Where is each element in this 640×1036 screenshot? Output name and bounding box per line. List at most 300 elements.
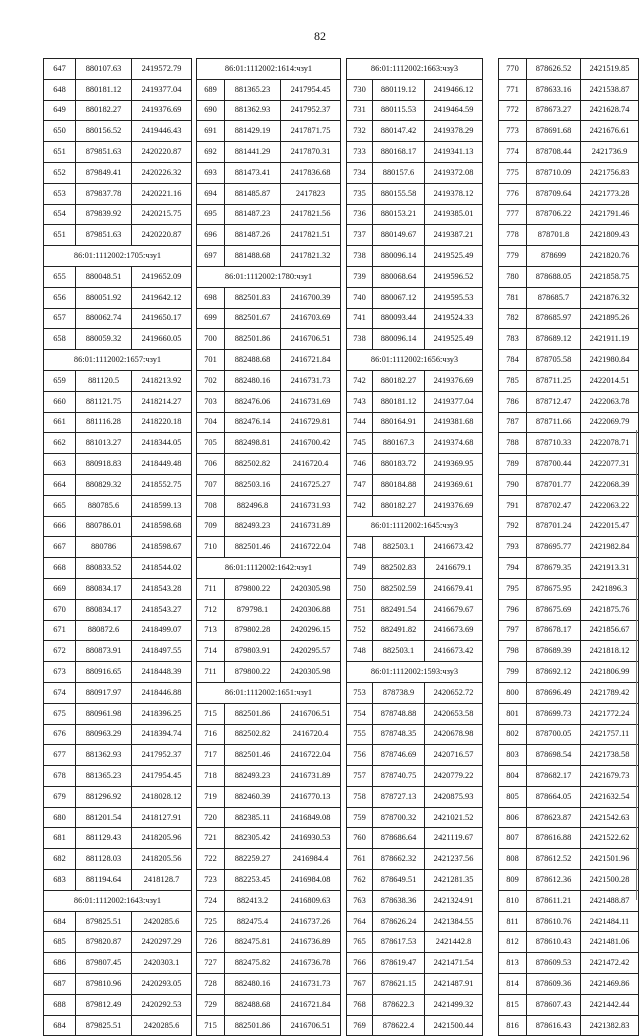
- y-coordinate: 2421911.19: [581, 329, 639, 350]
- x-coordinate: 882501.86: [225, 329, 281, 350]
- y-coordinate: 2421382.83: [581, 1015, 639, 1036]
- point-number: 755: [347, 724, 373, 745]
- x-coordinate: 878692.12: [527, 662, 581, 683]
- point-number: 723: [197, 870, 225, 891]
- x-coordinate: 882475.82: [225, 953, 281, 974]
- point-number: 649: [44, 100, 76, 121]
- table-row: [347, 495, 483, 516]
- point-number: 695: [197, 204, 225, 225]
- x-coordinate: 878748.35: [373, 724, 425, 745]
- table-row: [44, 183, 192, 204]
- point-number: 798: [499, 641, 527, 662]
- x-coordinate: 880181.12: [76, 79, 132, 100]
- x-coordinate: 881120.5: [76, 370, 132, 391]
- x-coordinate: 879803.91: [225, 641, 281, 662]
- y-coordinate: 2420303.1: [132, 953, 192, 974]
- point-number: 785: [499, 370, 527, 391]
- table-row: [197, 391, 341, 412]
- table-row: [44, 599, 192, 620]
- x-coordinate: 881201.54: [76, 807, 132, 828]
- table-row: [197, 870, 341, 891]
- y-coordinate: 2421818.12: [581, 641, 639, 662]
- point-number: 734: [347, 162, 373, 183]
- y-coordinate: 2416930.53: [281, 828, 341, 849]
- y-coordinate: 2421809.43: [581, 225, 639, 246]
- x-coordinate: 882475.81: [225, 932, 281, 953]
- point-number: 684: [44, 911, 76, 932]
- y-coordinate: 2421472.42: [581, 953, 639, 974]
- table-row: [197, 433, 341, 454]
- x-coordinate: 880096.14: [373, 329, 425, 350]
- point-number: 802: [499, 724, 527, 745]
- table-row: [197, 828, 341, 849]
- x-coordinate: 879825.51: [76, 911, 132, 932]
- y-coordinate: 2421471.54: [425, 953, 483, 974]
- y-coordinate: 2421896.3: [581, 578, 639, 599]
- parcel-number: 86:01:1112002:1780:чзу1: [197, 266, 341, 287]
- x-coordinate: 878710.09: [527, 162, 581, 183]
- table-row: [44, 287, 192, 308]
- x-coordinate: 882491.82: [373, 620, 425, 641]
- point-number: 784: [499, 350, 527, 371]
- parcel-header-row: [347, 516, 483, 537]
- point-number: 757: [347, 766, 373, 787]
- x-coordinate: 882305.42: [225, 828, 281, 849]
- point-number: 682: [44, 849, 76, 870]
- x-coordinate: 878689.39: [527, 641, 581, 662]
- x-coordinate: 878626.24: [373, 911, 425, 932]
- x-coordinate: 880785.6: [76, 495, 132, 516]
- x-coordinate: 880829.32: [76, 474, 132, 495]
- point-number: 670: [44, 599, 76, 620]
- x-coordinate: 881129.43: [76, 828, 132, 849]
- table-row: [347, 578, 483, 599]
- point-number: 750: [347, 578, 373, 599]
- table-row: [499, 391, 639, 412]
- y-coordinate: 2418448.39: [132, 662, 192, 683]
- table-row: [44, 682, 192, 703]
- parcel-number: 86:01:1112002:1643:чзу1: [44, 890, 192, 911]
- point-number: 704: [197, 412, 225, 433]
- point-number: 808: [499, 849, 527, 870]
- x-coordinate: 882501.83: [225, 287, 281, 308]
- x-coordinate: 879800.22: [225, 578, 281, 599]
- table-row: [499, 350, 639, 371]
- table-row: [44, 100, 192, 121]
- point-number: 719: [197, 786, 225, 807]
- y-coordinate: 2416731.89: [281, 766, 341, 787]
- x-coordinate: 880918.83: [76, 454, 132, 475]
- y-coordinate: 2416731.73: [281, 370, 341, 391]
- point-number: 691: [197, 121, 225, 142]
- table-row: [499, 953, 639, 974]
- point-number: 664: [44, 474, 76, 495]
- x-coordinate: 880068.64: [373, 266, 425, 287]
- point-number: 781: [499, 287, 527, 308]
- y-coordinate: 2421876.32: [581, 287, 639, 308]
- y-coordinate: 2421522.62: [581, 828, 639, 849]
- x-coordinate: 878738.9: [373, 682, 425, 703]
- point-number: 806: [499, 807, 527, 828]
- coordinates-table-3: [346, 58, 483, 1036]
- x-coordinate: 880916.65: [76, 662, 132, 683]
- table-row: [44, 204, 192, 225]
- x-coordinate: 882413.2: [225, 890, 281, 911]
- y-coordinate: 2421895.26: [581, 308, 639, 329]
- y-coordinate: 2421676.61: [581, 121, 639, 142]
- y-coordinate: 2421756.83: [581, 162, 639, 183]
- x-coordinate: 880961.98: [76, 703, 132, 724]
- y-coordinate: 2417952.37: [281, 100, 341, 121]
- table-row: [347, 162, 483, 183]
- point-number: 797: [499, 620, 527, 641]
- point-number: 651: [44, 142, 76, 163]
- point-number: 684: [44, 1015, 76, 1036]
- point-number: 733: [347, 142, 373, 163]
- y-coordinate: 2418127.91: [132, 807, 192, 828]
- point-number: 749: [347, 558, 373, 579]
- point-number: 765: [347, 932, 373, 953]
- y-coordinate: 2416729.81: [281, 412, 341, 433]
- y-coordinate: 2421738.58: [581, 745, 639, 766]
- x-coordinate: 879798.1: [225, 599, 281, 620]
- table-row: [347, 412, 483, 433]
- table-row: [44, 142, 192, 163]
- y-coordinate: 2421281.35: [425, 870, 483, 891]
- point-number: 735: [347, 183, 373, 204]
- x-coordinate: 878609.53: [527, 953, 581, 974]
- y-coordinate: 2416770.13: [281, 786, 341, 807]
- x-coordinate: 881473.41: [225, 162, 281, 183]
- point-number: 774: [499, 142, 527, 163]
- table-row: [499, 287, 639, 308]
- y-coordinate: 2416673.69: [425, 620, 483, 641]
- y-coordinate: 2416984.08: [281, 870, 341, 891]
- x-coordinate: 878616.88: [527, 828, 581, 849]
- x-coordinate: 878711.25: [527, 370, 581, 391]
- point-number: 745: [347, 433, 373, 454]
- x-coordinate: 882460.39: [225, 786, 281, 807]
- x-coordinate: 882501.86: [225, 1015, 281, 1036]
- x-coordinate: 881128.03: [76, 849, 132, 870]
- point-number: 686: [44, 953, 76, 974]
- point-number: 701: [197, 350, 225, 371]
- y-coordinate: 2417871.75: [281, 121, 341, 142]
- y-coordinate: 2416679.1: [425, 558, 483, 579]
- x-coordinate: 882502.82: [225, 724, 281, 745]
- y-coordinate: 2418205.56: [132, 849, 192, 870]
- table-row: [197, 225, 341, 246]
- table-row: [44, 786, 192, 807]
- table-row: [197, 454, 341, 475]
- point-number: 685: [44, 932, 76, 953]
- table-row: [347, 454, 483, 475]
- table-row: [347, 786, 483, 807]
- table-row: [499, 994, 639, 1015]
- x-coordinate: 881013.27: [76, 433, 132, 454]
- x-coordinate: 880182.27: [373, 370, 425, 391]
- point-number: 779: [499, 246, 527, 267]
- point-number: 699: [197, 308, 225, 329]
- y-coordinate: 2418446.88: [132, 682, 192, 703]
- x-coordinate: 878711.66: [527, 412, 581, 433]
- x-coordinate: 878686.64: [373, 828, 425, 849]
- table-row: [197, 953, 341, 974]
- table-row: [347, 246, 483, 267]
- point-number: 687: [44, 974, 76, 995]
- point-number: 813: [499, 953, 527, 974]
- x-coordinate: 880834.17: [76, 599, 132, 620]
- x-coordinate: 879839.92: [76, 204, 132, 225]
- point-number: 738: [347, 329, 373, 350]
- table-row: [347, 329, 483, 350]
- y-coordinate: 2419525.49: [425, 329, 483, 350]
- table-row: [347, 558, 483, 579]
- table-row: [499, 225, 639, 246]
- y-coordinate: 2416736.89: [281, 932, 341, 953]
- x-coordinate: 881487.23: [225, 204, 281, 225]
- table-row: [44, 412, 192, 433]
- point-number: 747: [347, 474, 373, 495]
- x-coordinate: 878700.05: [527, 724, 581, 745]
- point-number: 659: [44, 370, 76, 391]
- y-coordinate: 2420875.93: [425, 786, 483, 807]
- y-coordinate: 2420653.58: [425, 703, 483, 724]
- x-coordinate: 882475.4: [225, 911, 281, 932]
- parcel-header-row: [197, 59, 341, 80]
- point-number: 715: [197, 703, 225, 724]
- x-coordinate: 880155.58: [373, 183, 425, 204]
- y-coordinate: 2421542.63: [581, 807, 639, 828]
- y-coordinate: 2421481.06: [581, 932, 639, 953]
- x-coordinate: 880119.12: [373, 79, 425, 100]
- y-coordinate: 2421442.8: [425, 932, 483, 953]
- point-number: 772: [499, 100, 527, 121]
- x-coordinate: 882502.59: [373, 578, 425, 599]
- x-coordinate: 881296.92: [76, 786, 132, 807]
- table-row: [499, 724, 639, 745]
- table-row: [499, 142, 639, 163]
- point-number: 727: [197, 953, 225, 974]
- table-row: [44, 578, 192, 599]
- x-coordinate: 880833.52: [76, 558, 132, 579]
- point-number: 782: [499, 308, 527, 329]
- table-row: [197, 100, 341, 121]
- parcel-header-row: [44, 350, 192, 371]
- y-coordinate: 2416720.4: [281, 454, 341, 475]
- table-row: [347, 79, 483, 100]
- table-row: [44, 516, 192, 537]
- y-coordinate: 2421980.84: [581, 350, 639, 371]
- point-number: 790: [499, 474, 527, 495]
- point-number: 800: [499, 682, 527, 703]
- table-row: [347, 870, 483, 891]
- x-coordinate: 878701.8: [527, 225, 581, 246]
- table-row: [347, 766, 483, 787]
- y-coordinate: 2421773.28: [581, 183, 639, 204]
- point-number: 689: [197, 79, 225, 100]
- y-coordinate: 2418497.55: [132, 641, 192, 662]
- point-number: 786: [499, 391, 527, 412]
- y-coordinate: 2416700.39: [281, 287, 341, 308]
- y-coordinate: 2416731.93: [281, 495, 341, 516]
- y-coordinate: 2422068.39: [581, 474, 639, 495]
- x-coordinate: 882480.16: [225, 974, 281, 995]
- table-row: [44, 558, 192, 579]
- table-row: [197, 246, 341, 267]
- table-row: [499, 974, 639, 995]
- x-coordinate: 878612.52: [527, 849, 581, 870]
- y-coordinate: 2421772.24: [581, 703, 639, 724]
- table-row: [347, 682, 483, 703]
- table-row: [44, 225, 192, 246]
- y-coordinate: 2420226.32: [132, 162, 192, 183]
- table-row: [499, 870, 639, 891]
- y-coordinate: 2416721.84: [281, 994, 341, 1015]
- coordinates-table-1: [43, 58, 192, 1036]
- table-row: [44, 620, 192, 641]
- x-coordinate: 882488.68: [225, 994, 281, 1015]
- y-coordinate: 2421789.42: [581, 682, 639, 703]
- point-number: 712: [197, 599, 225, 620]
- y-coordinate: 2419596.52: [425, 266, 483, 287]
- table-row: [347, 142, 483, 163]
- point-number: 763: [347, 890, 373, 911]
- x-coordinate: 878609.36: [527, 974, 581, 995]
- x-coordinate: 878611.21: [527, 890, 581, 911]
- point-number: 714: [197, 641, 225, 662]
- point-number: 812: [499, 932, 527, 953]
- point-number: 761: [347, 849, 373, 870]
- x-coordinate: 881429.19: [225, 121, 281, 142]
- table-row: [347, 100, 483, 121]
- table-row: [347, 433, 483, 454]
- table-row: [197, 599, 341, 620]
- y-coordinate: 2421442.44: [581, 994, 639, 1015]
- x-coordinate: 878712.47: [527, 391, 581, 412]
- table-row: [499, 412, 639, 433]
- y-coordinate: 2419376.69: [425, 495, 483, 516]
- x-coordinate: 878633.16: [527, 79, 581, 100]
- point-number: 662: [44, 433, 76, 454]
- y-coordinate: 2419387.21: [425, 225, 483, 246]
- x-coordinate: 878710.33: [527, 433, 581, 454]
- y-coordinate: 2420220.87: [132, 225, 192, 246]
- table-row: [197, 121, 341, 142]
- point-number: 651: [44, 225, 76, 246]
- table-row: [499, 516, 639, 537]
- table-row: [197, 79, 341, 100]
- table-row: [197, 350, 341, 371]
- x-coordinate: 882496.8: [225, 495, 281, 516]
- point-number: 648: [44, 79, 76, 100]
- x-coordinate: 882501.46: [225, 745, 281, 766]
- y-coordinate: 2420779.22: [425, 766, 483, 787]
- y-coordinate: 2420305.98: [281, 662, 341, 683]
- y-coordinate: 2416721.84: [281, 350, 341, 371]
- table-row: [347, 287, 483, 308]
- y-coordinate: 2416673.42: [425, 641, 483, 662]
- point-number: 656: [44, 287, 76, 308]
- point-number: 738: [347, 246, 373, 267]
- y-coordinate: 2419572.79: [132, 59, 192, 80]
- y-coordinate: 2416706.51: [281, 703, 341, 724]
- y-coordinate: 2418028.12: [132, 786, 192, 807]
- x-coordinate: 878685.7: [527, 287, 581, 308]
- x-coordinate: 882493.23: [225, 766, 281, 787]
- parcel-number: 86:01:1112002:1645:чзу3: [347, 516, 483, 537]
- point-number: 776: [499, 183, 527, 204]
- x-coordinate: 881487.26: [225, 225, 281, 246]
- point-number: 728: [197, 974, 225, 995]
- table-row: [197, 724, 341, 745]
- y-coordinate: 2419369.95: [425, 454, 483, 475]
- x-coordinate: 879851.63: [76, 142, 132, 163]
- x-coordinate: 882498.81: [225, 433, 281, 454]
- x-coordinate: 880048.51: [76, 266, 132, 287]
- x-coordinate: 880051.92: [76, 287, 132, 308]
- table-row: [197, 620, 341, 641]
- y-coordinate: 2417952.37: [132, 745, 192, 766]
- point-number: 764: [347, 911, 373, 932]
- y-coordinate: 2418128.7: [132, 870, 192, 891]
- x-coordinate: 878727.13: [373, 786, 425, 807]
- y-coordinate: 2422077.31: [581, 454, 639, 475]
- x-coordinate: 878708.44: [527, 142, 581, 163]
- table-row: [499, 121, 639, 142]
- table-row: [44, 807, 192, 828]
- point-number: 787: [499, 412, 527, 433]
- table-row: [44, 1015, 192, 1036]
- point-number: 744: [347, 412, 373, 433]
- parcel-header-row: [197, 558, 341, 579]
- x-coordinate: 879800.22: [225, 662, 281, 683]
- table-row: [347, 391, 483, 412]
- table-row: [347, 308, 483, 329]
- table-row: [197, 1015, 341, 1036]
- x-coordinate: 878740.75: [373, 766, 425, 787]
- table-row: [499, 828, 639, 849]
- x-coordinate: 880181.12: [373, 391, 425, 412]
- table-row: [44, 329, 192, 350]
- table-row: [197, 786, 341, 807]
- y-coordinate: 2416731.73: [281, 974, 341, 995]
- table-row: [347, 828, 483, 849]
- table-row: [347, 121, 483, 142]
- y-coordinate: 2419378.12: [425, 183, 483, 204]
- point-number: 647: [44, 59, 76, 80]
- point-number: 816: [499, 1015, 527, 1036]
- table-row: [197, 641, 341, 662]
- table-row: [499, 495, 639, 516]
- table-row: [499, 620, 639, 641]
- point-number: 752: [347, 620, 373, 641]
- x-coordinate: 878706.22: [527, 204, 581, 225]
- point-number: 814: [499, 974, 527, 995]
- x-coordinate: 880157.6: [373, 162, 425, 183]
- y-coordinate: 2421632.54: [581, 786, 639, 807]
- y-coordinate: 2421806.99: [581, 662, 639, 683]
- page-number: 82: [314, 29, 326, 43]
- x-coordinate: 878610.43: [527, 932, 581, 953]
- x-coordinate: 880873.91: [76, 641, 132, 662]
- x-coordinate: 878622.3: [373, 994, 425, 1015]
- point-number: 698: [197, 287, 225, 308]
- point-number: 721: [197, 828, 225, 849]
- x-coordinate: 880834.17: [76, 578, 132, 599]
- point-number: 661: [44, 412, 76, 433]
- table-row: [499, 183, 639, 204]
